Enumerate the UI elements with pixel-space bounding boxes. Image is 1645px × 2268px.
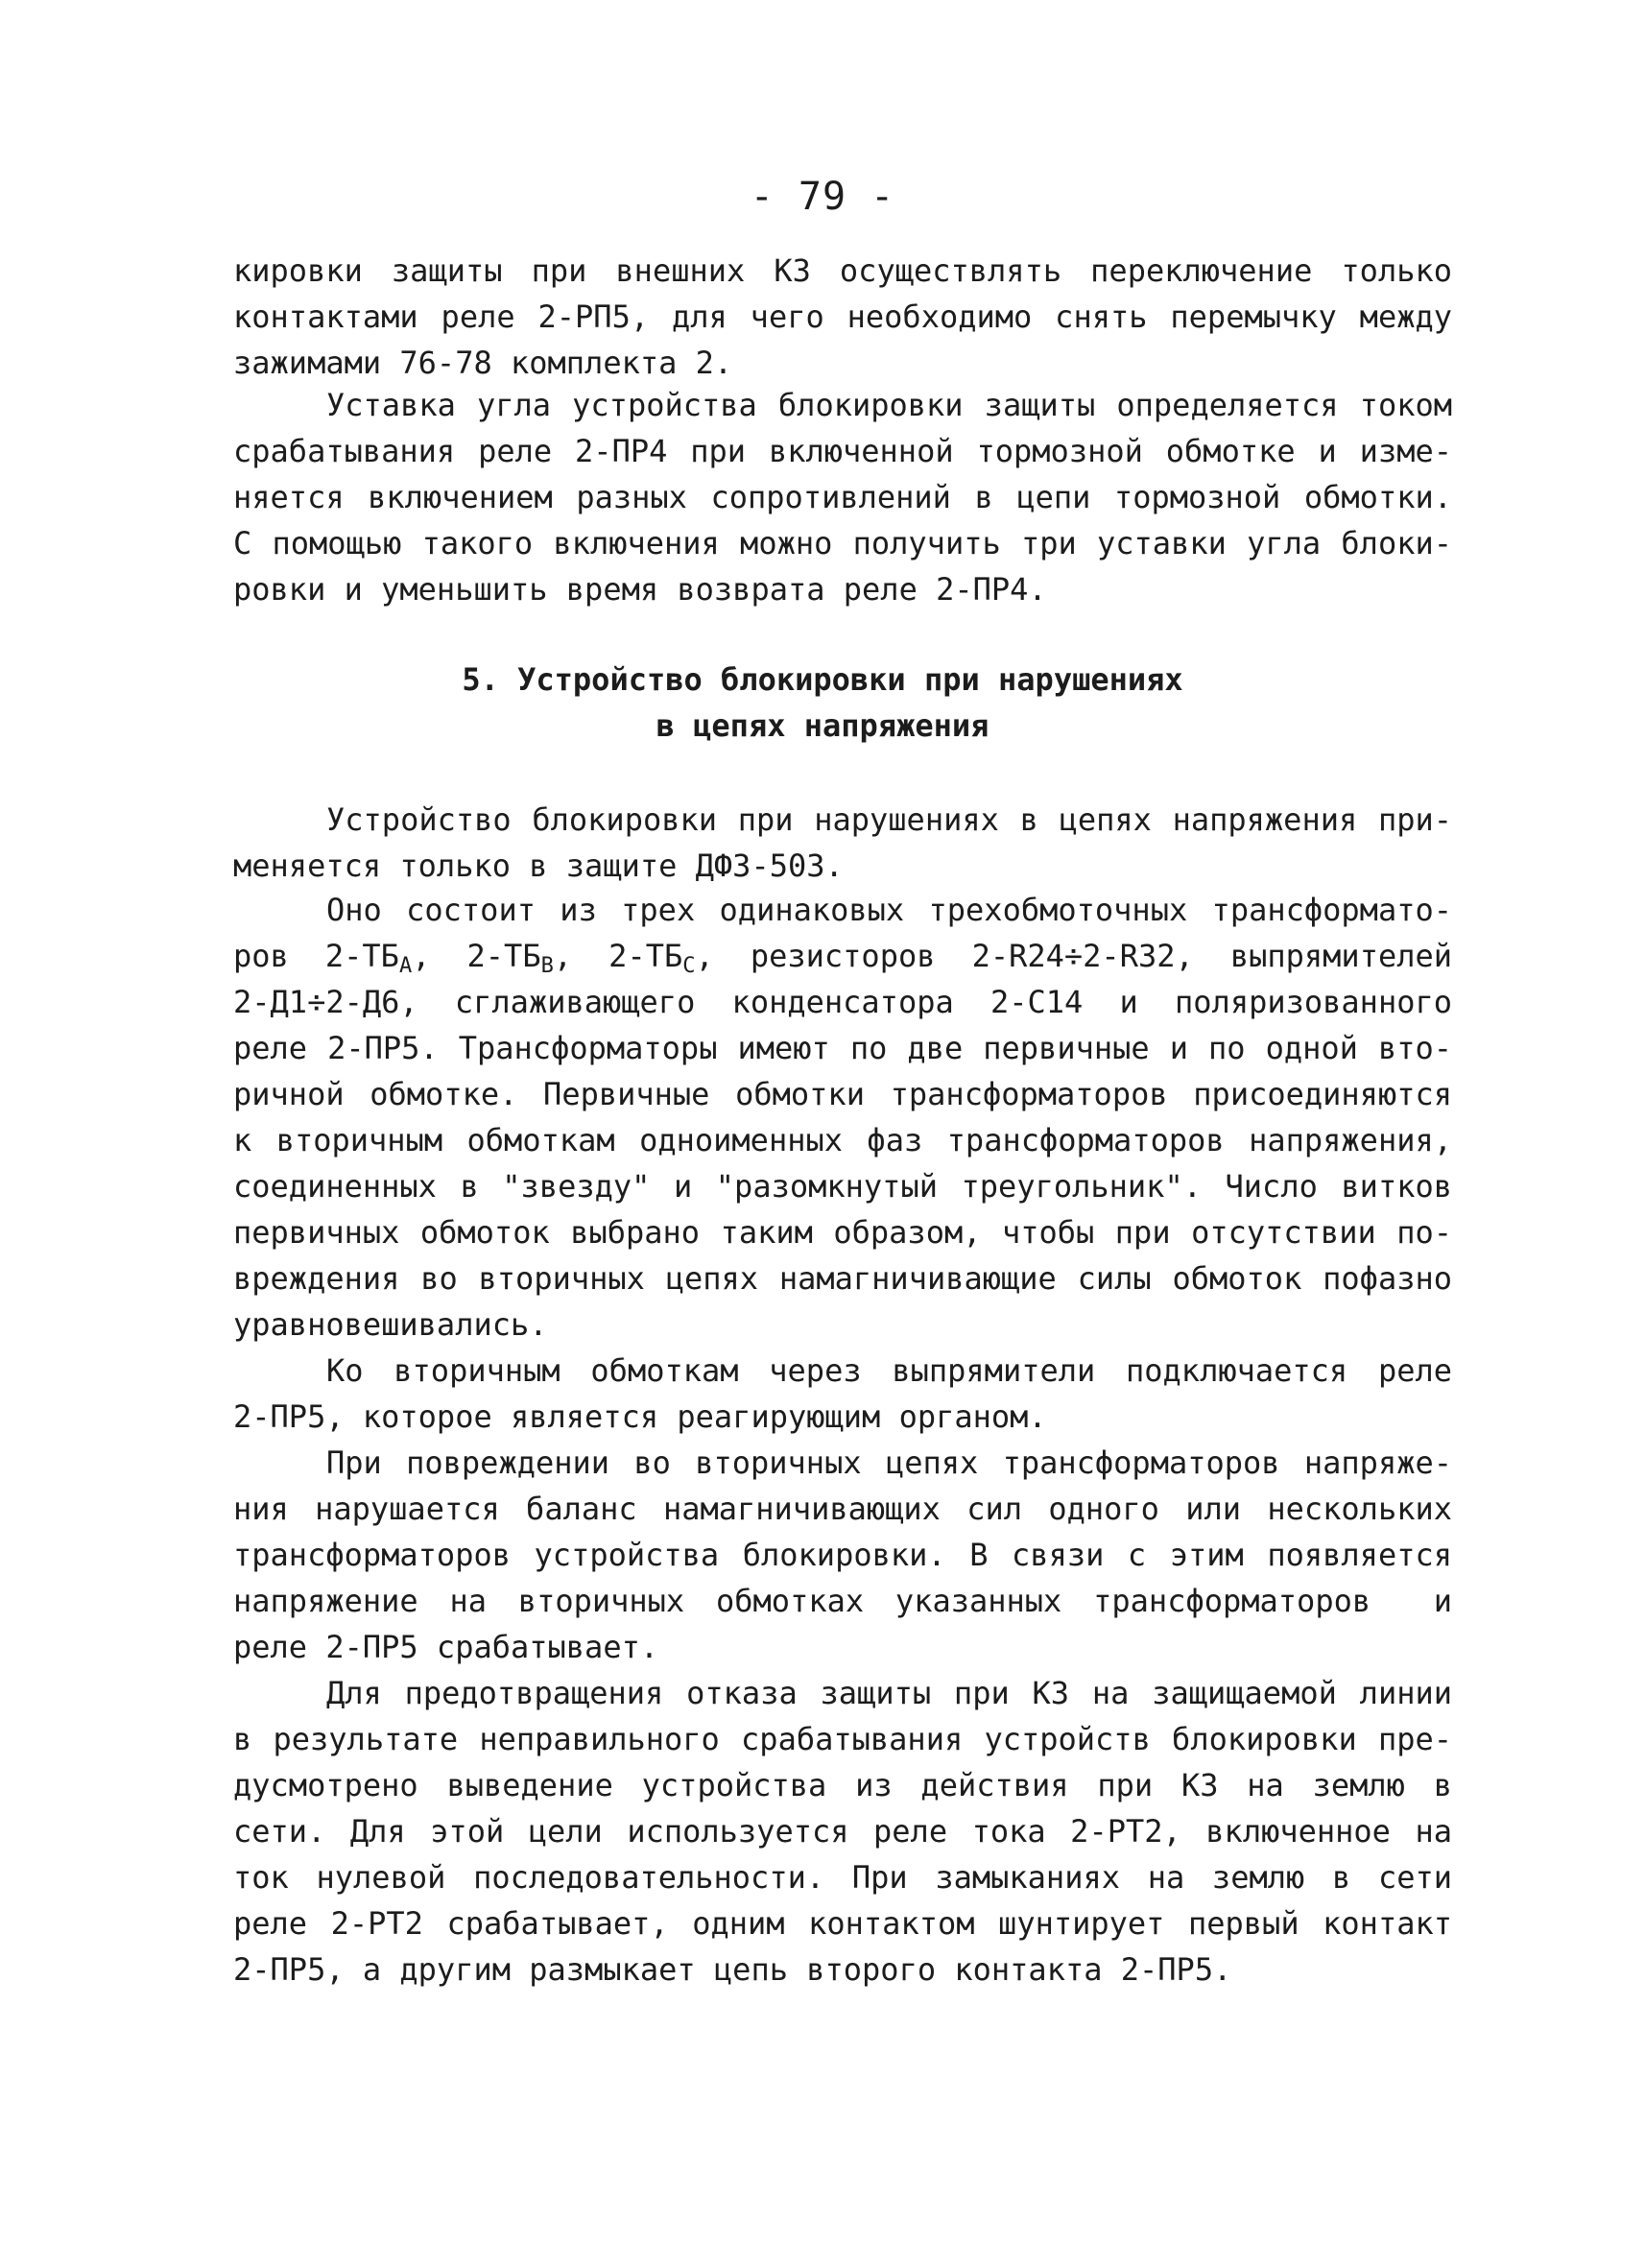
text-fragment: ров 2-ТБ	[233, 938, 399, 974]
text-line: Уставка угла устройства блокировки защиты определяется током	[326, 387, 1452, 423]
text-line: соединенных в "звезду" и "разомкнутый треугольник". Число витков	[233, 1168, 1452, 1205]
text-line: трансформаторов устройства блокировки. В связи с этим появляется	[233, 1537, 1452, 1573]
text-line: дусмотрено выведение устройства из действия при КЗ на землю в	[233, 1767, 1452, 1803]
section-heading-line-2: в цепях напряжения	[656, 707, 989, 744]
text-line: няется включением разных сопротивлений в цепи тормозной обмотки.	[233, 479, 1452, 515]
text-line: ричной обмотке. Первичные обмотки трансформаторов присоединяются	[233, 1076, 1452, 1112]
section-heading-line-1: 5. Устройство блокировки при нарушениях	[462, 661, 1183, 698]
text-line: 2-ПР5, которое является реагирующим органом.	[233, 1398, 1047, 1435]
text-line: меняется только в защите ДФЗ-503.	[233, 848, 844, 884]
text-line: 2-Д1÷2-Д6, сглаживающего конденсатора 2-С14 и поляризованного	[233, 984, 1452, 1020]
text-line-with-subscripts	[233, 933, 1452, 979]
text-line: сети. Для этой цели используется реле тока 2-РТ2, включенное на	[233, 1813, 1452, 1850]
page-number: - 79 -	[750, 175, 895, 219]
text-line: С помощью такого включения можно получить три уставки угла блоки-	[233, 525, 1452, 561]
text-line: Для предотвращения отказа защиты при КЗ на защищаемой линии	[326, 1675, 1452, 1711]
text-line: Устройство блокировки при нарушениях в цепях напряжения при-	[326, 801, 1452, 838]
text-line: зажимами 76-78 комплекта 2.	[233, 345, 733, 381]
text-line: уравновешивались.	[233, 1306, 548, 1343]
text-line: вреждения во вторичных цепях намагничивающие силы обмоток пофазно	[233, 1260, 1452, 1297]
text-fragment: , 2-ТБ	[553, 938, 683, 974]
subscript: А	[398, 954, 413, 978]
text-line: При повреждении во вторичных цепях трансформаторов напряже-	[326, 1444, 1452, 1481]
text-fragment: , резисторов 2-R24÷2-R32, выпрямителей	[695, 938, 1453, 974]
text-line: контактами реле 2-РП5, для чего необходимо снять перемычку между	[233, 298, 1452, 335]
text-line: напряжение на вторичных обмотках указанных трансформаторов и	[233, 1583, 1452, 1619]
text-line: кировки защиты при внешних КЗ осуществлять переключение только	[233, 252, 1452, 289]
text-line: срабатывания реле 2-ПР4 при включенной тормозной обмотке и изме-	[233, 433, 1452, 469]
text-fragment: , 2-ТБ	[412, 938, 541, 974]
text-line: ровки и уменьшить время возврата реле 2-ПР4.	[233, 571, 1047, 608]
text-line: реле 2-ПР5. Трансформаторы имеют по две первичные и по одной вто-	[233, 1030, 1452, 1066]
text-line: первичных обмоток выбрано таким образом, чтобы при отсутствии по-	[233, 1214, 1452, 1251]
text-line: реле 2-РТ2 срабатывает, одним контактом шунтирует первый контакт	[233, 1905, 1452, 1942]
text-line: ток нулевой последовательности. При замыканиях на землю в сети	[233, 1859, 1452, 1896]
text-line: Ко вторичным обмоткам через выпрямители подключается реле	[326, 1352, 1452, 1389]
text-line: ния нарушается баланс намагничивающих сил одного или нескольких	[233, 1491, 1452, 1527]
subscript: В	[540, 954, 554, 978]
text-line: Оно состоит из трех одинаковых трехобмоточных трансформато-	[326, 892, 1452, 928]
text-line: в результате неправильного срабатывания устройств блокировки пре-	[233, 1721, 1452, 1757]
text-line: к вторичным обмоткам одноименных фаз трансформаторов напряжения,	[233, 1122, 1452, 1158]
subscript: С	[682, 954, 696, 978]
text-line: 2-ПР5, а другим размыкает цепь второго контакта 2-ПР5.	[233, 1951, 1232, 1988]
text-line: реле 2-ПР5 срабатывает.	[233, 1629, 659, 1665]
